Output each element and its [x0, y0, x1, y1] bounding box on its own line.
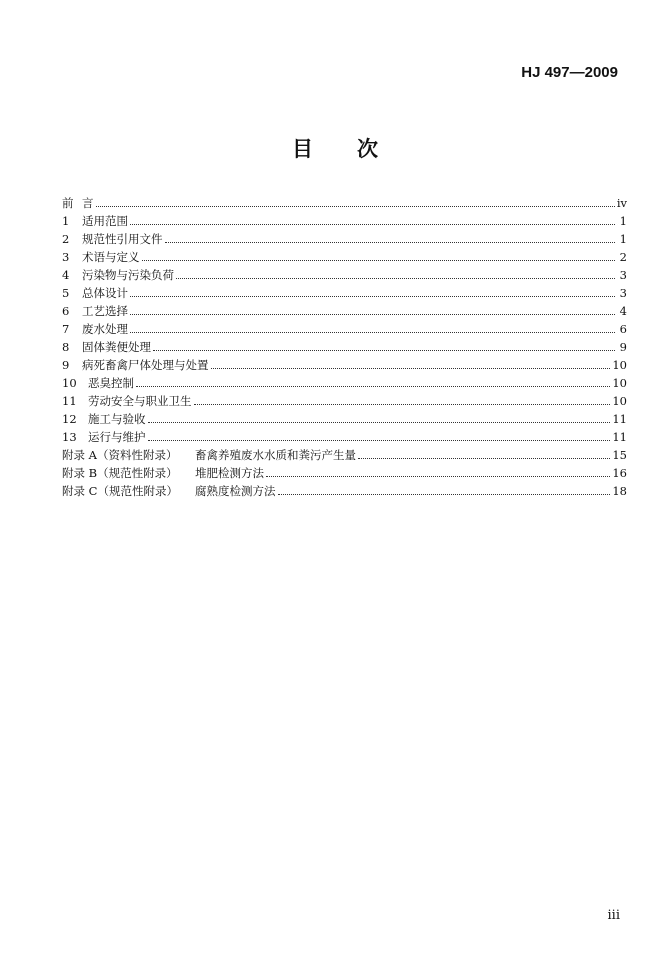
toc-entry-page: 18: [612, 484, 627, 498]
appendix-tag: 附录 A（资料性附录）: [62, 448, 178, 462]
toc-appendix-entry[interactable]: [62, 446, 627, 464]
toc-entry-label: 施工与验收: [88, 412, 146, 426]
toc-entry-page: 15: [612, 448, 627, 462]
toc-entry-page: 6: [619, 322, 627, 336]
toc-entry-page: 3: [619, 286, 627, 300]
toc-entry-label: 运行与维护: [88, 430, 146, 444]
toc-entry-number: 11: [62, 394, 77, 408]
toc-entry-page: 11: [612, 430, 627, 444]
toc-entry-label: 恶臭控制: [88, 376, 134, 390]
toc-entry-page: iv: [616, 196, 627, 210]
toc-entry-page: 4: [619, 304, 627, 318]
toc-entry[interactable]: [62, 338, 627, 356]
appendix-tag: 附录 C（规范性附录）: [62, 484, 178, 498]
toc-entry-page: 16: [612, 466, 627, 480]
toc-entry[interactable]: [62, 302, 627, 320]
toc-entry-label: 病死畜禽尸体处理与处置: [82, 358, 209, 372]
toc-entry-label: 术语与定义: [82, 250, 140, 264]
dot-leader: [278, 493, 611, 495]
toc-entry-page: 10: [612, 358, 627, 372]
toc-entry-label: 总体设计: [82, 286, 128, 300]
toc-entry-number: 10: [62, 376, 77, 390]
toc-entry-page: 11: [612, 412, 627, 426]
toc-entry-number: 1: [62, 214, 70, 228]
toc-entry-page: 1: [619, 232, 627, 246]
toc-entry-number: 3: [62, 250, 70, 264]
toc-entry-label: 畜禽养殖废水水质和粪污产生量: [195, 448, 356, 462]
toc-entry-label: 固体粪便处理: [82, 340, 151, 354]
toc-entry-label: 堆肥检测方法: [195, 466, 264, 480]
toc-entry-number: 6: [62, 304, 70, 318]
toc-entry[interactable]: [62, 410, 627, 428]
toc-title-char: 次: [357, 136, 378, 161]
dot-leader: [211, 367, 611, 369]
toc-entry-number: 5: [62, 286, 70, 300]
toc-entry-label: 废水处理: [82, 322, 128, 336]
toc-entry-label: 劳动安全与职业卫生: [88, 394, 192, 408]
toc-entry-label: 工艺选择: [82, 304, 128, 318]
toc-entry-number: 7: [62, 322, 70, 336]
dot-leader: [148, 439, 611, 441]
dot-leader: [130, 331, 615, 333]
dot-leader: [148, 421, 611, 423]
dot-leader: [130, 223, 615, 225]
toc-entry[interactable]: [62, 374, 627, 392]
toc-entry-label: 污染物与污染负荷: [82, 268, 174, 282]
toc-entry-number: 8: [62, 340, 70, 354]
toc-entry-label: 腐熟度检测方法: [195, 484, 276, 498]
dot-leader: [136, 385, 610, 387]
toc-entry-number: 前: [62, 196, 74, 210]
toc-entry-number: 13: [62, 430, 77, 444]
toc-entry-number: 9: [62, 358, 70, 372]
dot-leader: [130, 295, 615, 297]
toc-list: [62, 194, 627, 500]
dot-leader: [96, 205, 615, 207]
toc-entry[interactable]: [62, 248, 627, 266]
toc-title-char: 目: [292, 136, 313, 161]
toc-entry-label: 言: [82, 196, 94, 210]
toc-entry[interactable]: [62, 194, 627, 212]
toc-entry[interactable]: [62, 284, 627, 302]
toc-appendix-entry[interactable]: [62, 464, 627, 482]
toc-entry-page: 10: [612, 376, 627, 390]
appendix-tag: 附录 B（规范性附录）: [62, 466, 178, 480]
toc-entry-label: 规范性引用文件: [82, 232, 163, 246]
dot-leader: [130, 313, 615, 315]
page-number: iii: [607, 908, 620, 923]
toc-entry[interactable]: [62, 392, 627, 410]
toc-entry-page: 2: [619, 250, 627, 264]
toc-entry-page: 9: [619, 340, 627, 354]
dot-leader: [153, 349, 615, 351]
toc-entry-number: 12: [62, 412, 77, 426]
dot-leader: [165, 241, 616, 243]
dot-leader: [194, 403, 611, 405]
toc-entry-page: 3: [619, 268, 627, 282]
toc-entry[interactable]: [62, 230, 627, 248]
dot-leader: [358, 457, 610, 459]
toc-entry[interactable]: [62, 428, 627, 446]
toc-entry[interactable]: [62, 320, 627, 338]
dot-leader: [176, 277, 615, 279]
toc-entry-number: 2: [62, 232, 70, 246]
toc-entry-page: 10: [612, 394, 627, 408]
dot-leader: [266, 475, 610, 477]
standard-code: HJ 497—2009: [521, 64, 618, 81]
toc-title: [0, 133, 670, 163]
toc-entry-label: 适用范围: [82, 214, 128, 228]
toc-entry-number: 4: [62, 268, 70, 282]
toc-entry[interactable]: [62, 266, 627, 284]
toc-entry[interactable]: [62, 212, 627, 230]
toc-entry-page: 1: [619, 214, 627, 228]
toc-entry[interactable]: [62, 356, 627, 374]
dot-leader: [142, 259, 616, 261]
toc-appendix-entry[interactable]: [62, 482, 627, 500]
